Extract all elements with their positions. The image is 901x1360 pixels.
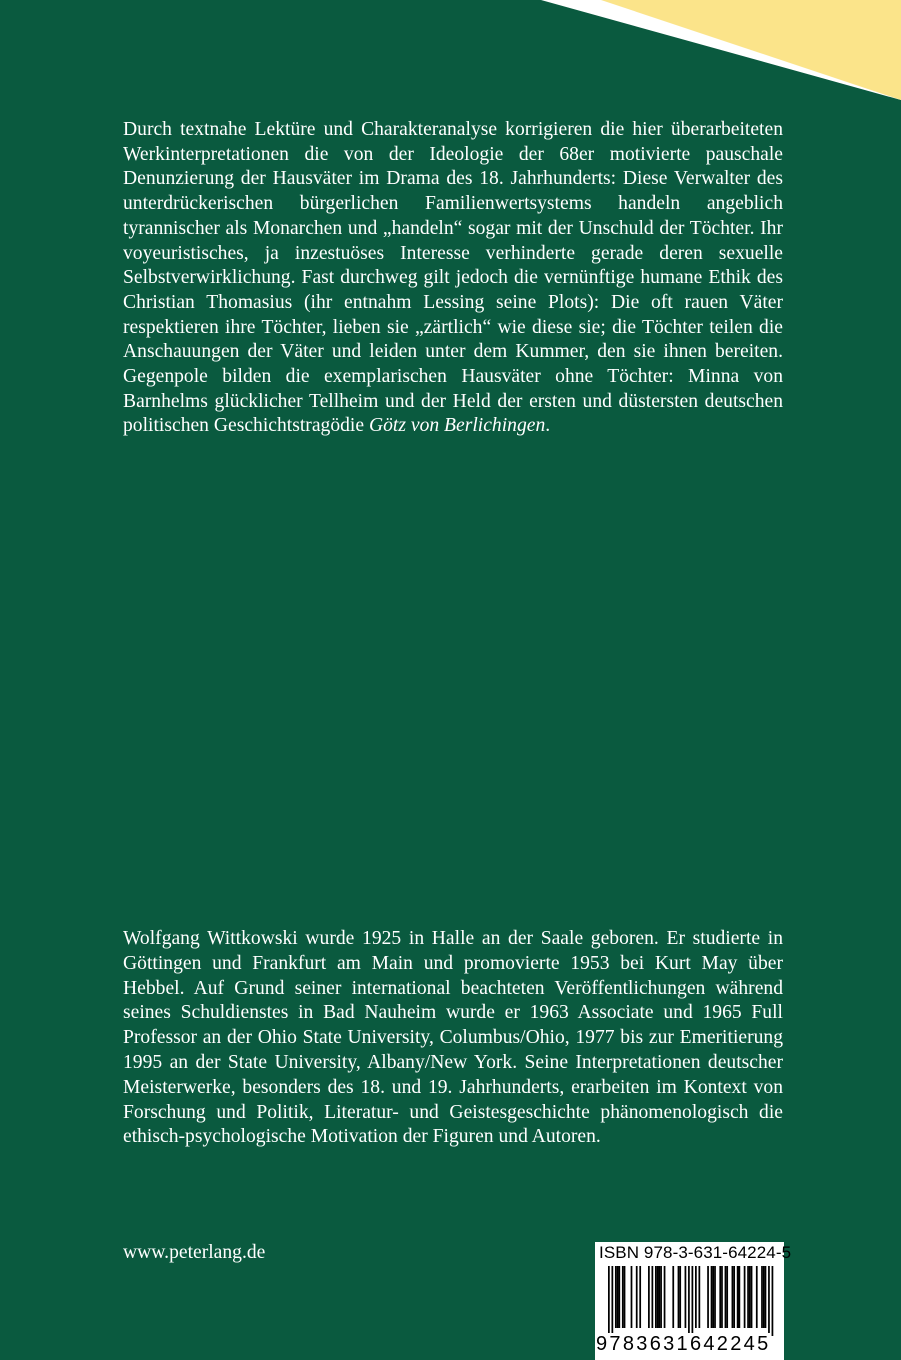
- barcode-bar: [678, 1266, 680, 1328]
- barcode-bar: [639, 1266, 641, 1328]
- barcode-bar: [660, 1266, 662, 1328]
- barcode-bar: [631, 1266, 633, 1328]
- barcode-bar: [744, 1266, 746, 1328]
- barcode-bar: [772, 1266, 774, 1336]
- publisher-url[interactable]: www.peterlang.de: [123, 1242, 266, 1263]
- barcode-bar: [648, 1266, 650, 1328]
- barcode-bar: [636, 1266, 638, 1328]
- barcode-graphic: [595, 1266, 784, 1336]
- barcode-bar: [768, 1266, 770, 1336]
- barcode-bar: [652, 1266, 654, 1328]
- barcode-bar: [761, 1266, 763, 1328]
- barcode-bar: [726, 1266, 728, 1328]
- barcode-bar: [695, 1266, 697, 1328]
- barcode-bar: [698, 1266, 700, 1328]
- barcode-bar: [721, 1266, 723, 1328]
- corner-stripe-yellow: [601, 0, 901, 100]
- barcode-bar: [617, 1266, 619, 1328]
- barcode-bar: [618, 1266, 620, 1328]
- barcode-bar: [751, 1266, 753, 1328]
- barcode-bar: [737, 1266, 739, 1328]
- barcode-bar: [733, 1266, 735, 1328]
- barcode-bar: [747, 1266, 749, 1328]
- blurb-text-end: .: [545, 415, 551, 437]
- barcode-bar: [611, 1266, 613, 1336]
- blurb-text: Durch textnahe Lektüre und Charakteranalyse korrigieren die hier überarbeiteten Werkinterpretationen die von der Ideologie der 68er motivierte pauschale Denunzierung der Hausväter im Drama des 18. Jahrhunderts: Diese Verwalter des unterdrückerischen bürgerlichen Familienwertsystems handeln angeblich tyrannischer als Monarchen und „handeln“ sogar mit der Unschuld der Töchter. Ihr voyeuristisches, ja inzestuöses Interesse verhinderte gerade deren sexuelle Selbstverwirklichung. Fast durchweg gilt jedoch die vernünftige humane Ethik des Christian Thomasius (ihr entnahm Lessing seine Plots): Die oft rauen Väter respektieren ihre Töchter, lieben sie „zärtlich“ wie diese sie; die Töchter teilen die Anschauungen der Väter und leiden unter dem Kummer, den sie ihnen bereiten. Gegenpole bilden die exemplarischen Hausväter ohne Töchter: Minna von Barnhelms glücklicher Tellheim und der Held der ersten und düstersten deutschen politischen Geschichtstragödie: [123, 119, 783, 437]
- barcode-bar: [739, 1266, 741, 1328]
- corner-stripe: [541, 0, 901, 100]
- barcode-bar: [707, 1266, 709, 1328]
- barcode-bar: [622, 1266, 624, 1328]
- barcode-bar: [688, 1266, 690, 1336]
- isbn-label: ISBN 978-3-631-64224-5: [599, 1243, 792, 1262]
- barcode-bar: [763, 1266, 765, 1328]
- barcode-bar: [711, 1266, 713, 1328]
- author-bio: Wolfgang Wittkowski wurde 1925 in Halle an der Saale geboren. Er studierte in Göttingen und Frankfurt am Main und promovierte 1953 bei Kurt May über Hebbel. Auf Grund seiner international beachteten Veröffentlichungen während seines Schuldienstes in Bad Nauheim wurde er 1963 Associate und 1965 Full Professor an der Ohio State University, Columbus/Ohio, 1977 bis zur Emeritierung 1995 an der State University, Albany/New York. Seine Interpretationen deutscher Meisterwerke, besonders des 18. und 19. Jahrhunderts, erarbeiten im Kontext von Forschung und Politik, Literatur- und Geistesgeschichte phänomenologisch die ethisch-psychologische Motivation der Figuren und Autoren.: [123, 928, 783, 1148]
- barcode-bar: [657, 1266, 659, 1328]
- barcode-bar: [756, 1266, 758, 1328]
- barcode-bar: [749, 1266, 751, 1328]
- barcode-bar: [712, 1266, 714, 1328]
- barcode-bar: [725, 1266, 727, 1328]
- barcode-bar: [719, 1266, 721, 1328]
- barcode-bar: [732, 1266, 734, 1328]
- barcode-bar: [765, 1266, 767, 1328]
- barcode-bar: [658, 1266, 660, 1328]
- barcode-bar: [608, 1266, 610, 1336]
- blurb: [123, 118, 783, 439]
- barcode-bar: [655, 1266, 657, 1328]
- barcode-bar: [685, 1266, 687, 1328]
- barcode-bar: [615, 1266, 617, 1328]
- barcode-bar: [714, 1266, 716, 1328]
- blurb-book-title: Götz von Berlichingen: [368, 415, 546, 437]
- barcode-bar: [692, 1266, 694, 1336]
- barcode-bar: [664, 1266, 666, 1328]
- ean-number: 9783631642245: [596, 1333, 771, 1355]
- barcode-bar: [672, 1266, 674, 1328]
- barcode-bar: [624, 1266, 626, 1328]
- isbn-barcode-box: [595, 1242, 792, 1360]
- barcode-bar: [679, 1266, 681, 1328]
